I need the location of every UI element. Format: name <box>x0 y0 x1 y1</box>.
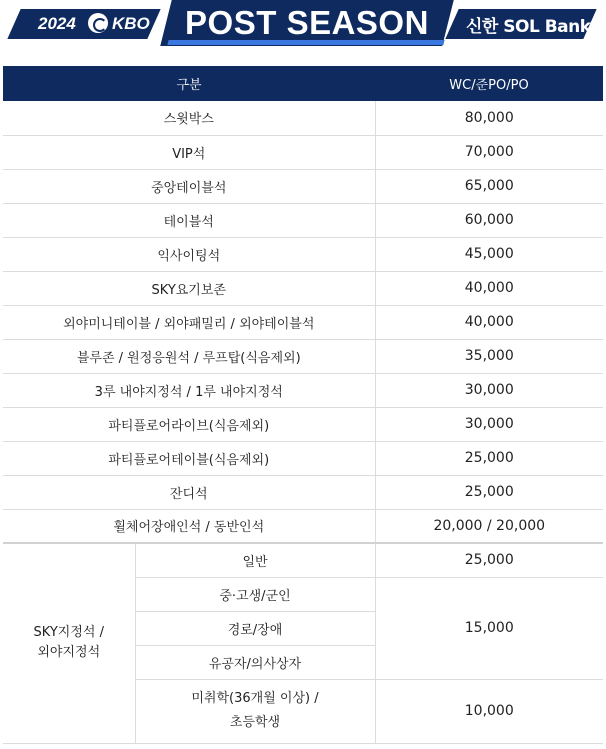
seat-price: 25,000 <box>375 543 603 577</box>
seat-price: 20,000 / 20,000 <box>375 509 603 543</box>
table-row <box>3 135 603 169</box>
seat-price: 65,000 <box>375 169 603 203</box>
sky-sub-category: 중·고생/군인 <box>135 577 375 611</box>
seat-price: 25,000 <box>375 475 603 509</box>
sky-sub-category-child <box>135 679 375 743</box>
table-row <box>3 101 603 135</box>
seat-price: 40,000 <box>375 305 603 339</box>
banner-year: 2024 <box>38 14 76 33</box>
seat-price: 70,000 <box>375 135 603 169</box>
banner-title: POST SEASON <box>185 4 429 41</box>
seat-category: 외야미니테이블 / 외야패밀리 / 외야테이블석 <box>3 305 375 339</box>
seat-price: 40,000 <box>375 271 603 305</box>
seat-category: 테이블석 <box>3 203 375 237</box>
seat-price: 80,000 <box>375 101 603 135</box>
seat-price: 35,000 <box>375 339 603 373</box>
table-row <box>3 407 603 441</box>
seat-category: 블루존 / 원정응원석 / 루프탑(식음제외) <box>3 339 375 373</box>
seat-price: 30,000 <box>375 407 603 441</box>
sky-sub-category: 유공자/의사상자 <box>135 645 375 679</box>
table-row <box>3 271 603 305</box>
seat-category: 휠체어장애인석 / 동반인석 <box>3 509 375 543</box>
seat-price: 10,000 <box>375 679 603 743</box>
seat-price: 60,000 <box>375 203 603 237</box>
kbo-logo-icon <box>88 13 108 33</box>
table-row <box>3 169 603 203</box>
table-row <box>3 475 603 509</box>
seat-category: 중앙테이블석 <box>3 169 375 203</box>
seat-category: VIP석 <box>3 135 375 169</box>
banner-sponsor: 신한 SOL Bank <box>466 17 591 37</box>
table-row <box>3 339 603 373</box>
sky-group-label-line2: 외야지정석 <box>37 645 101 661</box>
header-price: WC/준PO/PO <box>375 66 603 101</box>
header-category: 구분 <box>3 66 375 101</box>
banner-league: KBO <box>112 14 150 33</box>
table-row <box>3 237 603 271</box>
ticket-price-table <box>3 66 603 744</box>
seat-category: 익사이팅석 <box>3 237 375 271</box>
sky-sub-category: 경로/장애 <box>135 611 375 645</box>
sky-group-label <box>3 543 135 743</box>
table-row <box>3 203 603 237</box>
table-row-sky-general <box>3 543 603 577</box>
seat-price: 45,000 <box>375 237 603 271</box>
seat-category: 스윗박스 <box>3 101 375 135</box>
seat-price: 30,000 <box>375 373 603 407</box>
table-header-row <box>3 66 603 101</box>
table-row <box>3 509 603 543</box>
child-label-line1: 미취학(36개월 이상) / <box>191 691 319 706</box>
seat-category: 잔디석 <box>3 475 375 509</box>
seat-category: 파티플로어라이브(식음제외) <box>3 407 375 441</box>
post-season-banner <box>0 0 606 52</box>
seat-category: SKY요기보존 <box>3 271 375 305</box>
seat-category: 3루 내야지정석 / 1루 내야지정석 <box>3 373 375 407</box>
sky-group-label-line1: SKY지정석 / <box>33 625 104 641</box>
seat-category: 파티플로어테이블(식음제외) <box>3 441 375 475</box>
child-label-line2: 초등학생 <box>229 715 281 730</box>
table-row <box>3 441 603 475</box>
table-row <box>3 305 603 339</box>
seat-price: 25,000 <box>375 441 603 475</box>
table-row <box>3 373 603 407</box>
sky-sub-category: 일반 <box>135 543 375 577</box>
seat-price: 15,000 <box>375 577 603 679</box>
